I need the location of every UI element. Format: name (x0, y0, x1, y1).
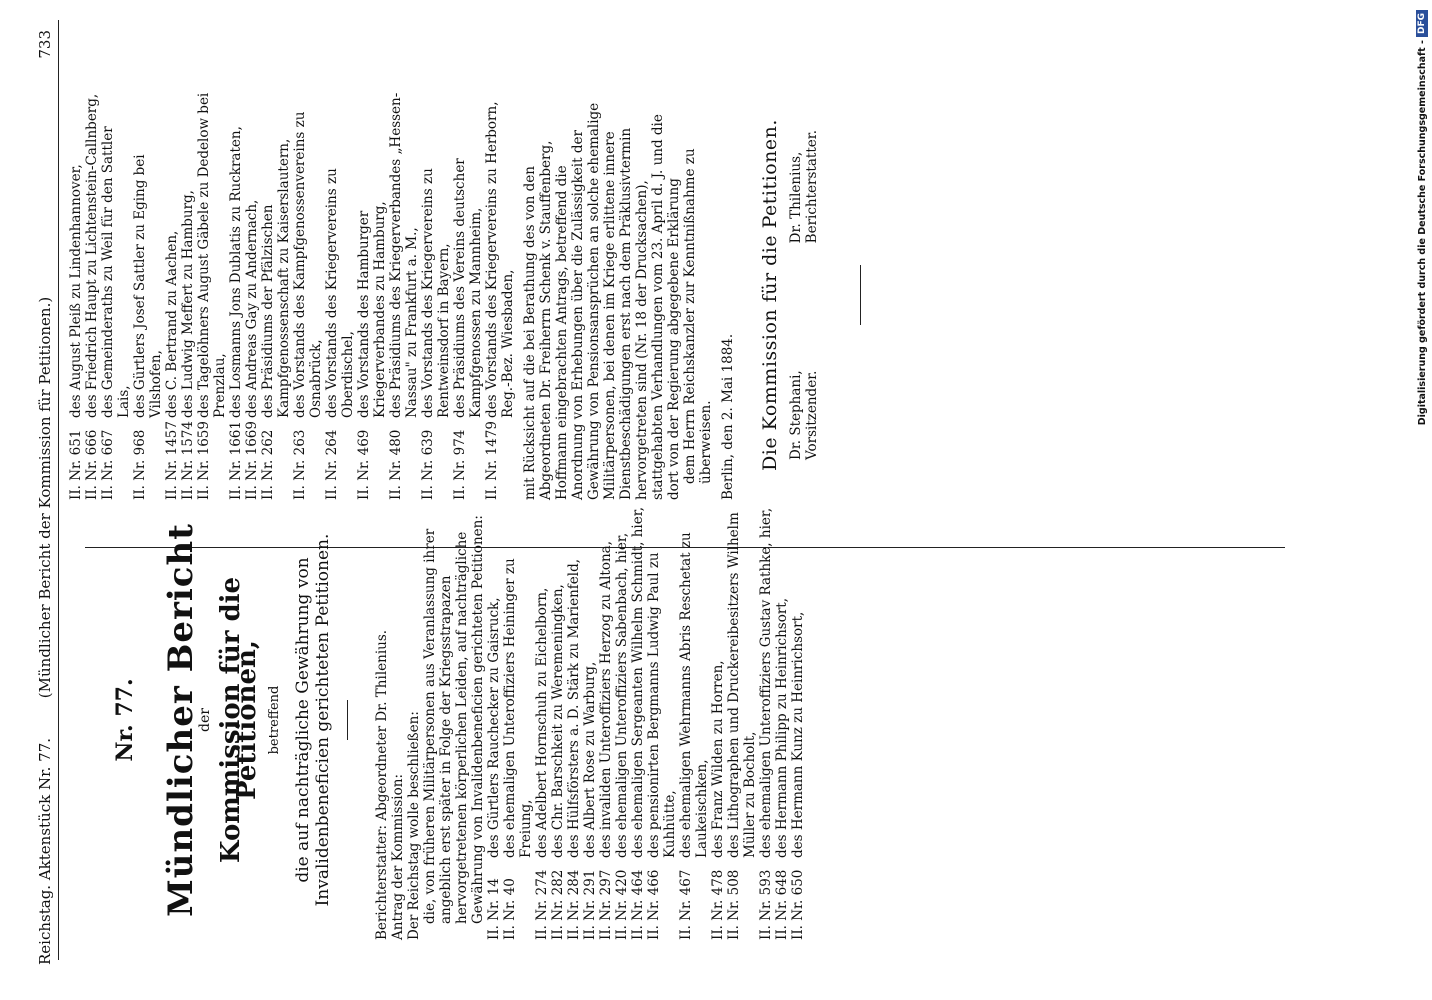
petition-number: II. Nr. 284 (566, 869, 582, 940)
petition-text: des Vorstands des Hamburger Kriegerverbandes zu Hamburg, (356, 201, 388, 418)
petition-entry (420, 90, 452, 500)
petition-number: II. Nr. 1457 (164, 421, 180, 500)
end-rule (860, 265, 861, 325)
header-rule (58, 20, 59, 960)
petition-number: II. Nr. 648 (774, 869, 790, 940)
petition-number: II. Nr. 467 (678, 869, 694, 940)
petition-number: II. Nr. 667 (100, 429, 116, 500)
petition-entry (534, 500, 550, 940)
petition-text: des ehemaligen Unteroffiziers Gustav Rathke, hier, (758, 507, 774, 858)
petition-text: des Losmanns Jons Dublatis zu Ruckraten, (228, 126, 244, 418)
running-header (36, 30, 58, 965)
petition-text: des Gürtlers Josef Sattler zu Eging bei Vilshofen, (132, 154, 164, 418)
petition-text: des Adelbert Hornschuh zu Eichelborn, (534, 587, 550, 858)
petition-text: des Vorstands des Kriegervereins zu Oberdischel, (324, 168, 356, 418)
petition-number: II. Nr. 14 (486, 878, 502, 940)
petition-text: des Andreas Gay zu Andernach, (244, 199, 260, 418)
petition-text: des pensionirten Bergmanns Ludwig Paul zu Kuhhütte, (646, 552, 678, 858)
petition-entry (630, 500, 646, 940)
petition-entry (68, 90, 84, 500)
petition-number: II. Nr. 466 (646, 869, 662, 940)
reichstag-line: Der Reichstag wolle beschließen: (406, 711, 422, 940)
separator-rule (347, 700, 348, 740)
petition-entry (100, 90, 132, 500)
petition-entry (582, 500, 598, 940)
petition-text: des Hermann Philipp zu Heinrichsort, (774, 597, 790, 858)
reporter-name: Dr. Thilenius, (788, 151, 804, 244)
petition-text: des Präsidiums der Pfälzischen Kampfgenossenschaft zu Kaiserslautern, (260, 138, 292, 418)
document-number: Nr. 77. (112, 678, 138, 762)
petition-number: II. Nr. 1479 (484, 421, 500, 500)
petition-number: II. Nr. 651 (68, 429, 84, 500)
reporter-role: Berichterstatter. (804, 130, 820, 244)
petition-number: II. Nr. 262 (260, 429, 276, 500)
berichterstatter-line: Berichterstatter: Abgeordneter Dr. Thilenius. (374, 629, 390, 940)
closing-resolution: dem Herrn Reichskanzler zur Kenntnißnahme zu überweisen. (682, 148, 714, 484)
petition-text: des invaliden Unteroffiziers Herzog zu Altona, (598, 541, 614, 858)
closing-paragraph: mit Rücksicht auf die bei Berathung des von den Abgeordneten Dr. Freiherrn Schenk v. Stauffenberg, Hoffmann eingebrachten Antrags, betreffend die Anordnung von Erhebungen über die Zulässigkeit der Gewährung von Pensionsansprüchen an solche ehemalige Militärpersonen, bei denen im Kriege erlittene innere Dienstbeschädigungen erst nach dem Präklusivtermin hervorgetreten sind (Nr. 18 der Drucksachen), stattgehabten Verhandlungen vom 23. April d. J. und die dort von der Regierung abgegebene Erklärung (522, 102, 682, 500)
petition-entry (180, 90, 196, 500)
petition-entry (502, 500, 534, 940)
petition-number: II. Nr. 264 (324, 429, 340, 500)
antrag-line: Antrag der Kommission: (390, 774, 406, 940)
petition-number: II. Nr. 968 (132, 429, 148, 500)
petition-text: des Hülfsförsters a. D. Stärk zu Marienfeld, (566, 558, 582, 858)
header-center: (Mündlicher Bericht der Kommission für Petitionen.) (36, 296, 54, 699)
petition-number: II. Nr. 464 (630, 869, 646, 940)
signature-block (788, 90, 820, 500)
report-subject: die auf nachträgliche Gewährung von Invalidenbeneficien gerichteten Petitionen. (293, 533, 333, 907)
petition-number: II. Nr. 40 (502, 878, 518, 940)
petition-entry (356, 90, 388, 500)
petition-entry (196, 90, 228, 500)
petition-number: II. Nr. 639 (420, 429, 436, 500)
petition-entry (452, 90, 484, 500)
chairman-role: Vorsitzender. (804, 370, 820, 460)
petition-text: des August Pleiß zu Lindenhannover, (68, 164, 84, 418)
petition-text: des Vorstands des Kampfgenossenvereins zu Osnabrück, (292, 111, 324, 418)
petition-text: des Tagelöhners August Gäbele zu Dedelow bei Prenzlau, (196, 92, 228, 418)
petition-number: II. Nr. 593 (758, 869, 774, 940)
petition-entry (228, 90, 244, 500)
betreffend-label: betreffend (267, 685, 282, 755)
petition-text: des Friedrich Haupt zu Lichtenstein-Callnberg, (84, 93, 100, 418)
page-number: 733 (36, 30, 54, 59)
petition-number: II. Nr. 974 (452, 429, 468, 500)
petition-entry (758, 500, 774, 940)
petition-text: des Franz Wilden zu Horren, (710, 660, 726, 858)
side-credit (1412, 10, 1432, 570)
title-der: der (197, 708, 213, 732)
petition-entry (646, 500, 678, 940)
petition-text: des Präsidiums des Kriegerverbandes „Hessen-Nassau" zu Frankfurt a. M., (388, 92, 420, 418)
petition-text: des ehemaligen Unteroffiziers Heininger zu Freiung, (502, 558, 534, 858)
chairman-name: Dr. Stephani, (788, 370, 804, 460)
petition-entry (484, 90, 516, 500)
right-petition-list (68, 90, 516, 500)
petition-number: II. Nr. 1661 (228, 421, 244, 500)
left-column (105, 500, 806, 940)
signature-right (788, 130, 820, 243)
dfg-logo: DFG (1416, 10, 1428, 37)
petition-number: II. Nr. 420 (614, 869, 630, 940)
petition-text: des ehemaligen Wehrmanns Abris Reschetat zu Laukeischken, (678, 532, 710, 858)
petition-entry (260, 90, 292, 500)
signature-left (788, 370, 820, 460)
petition-text: des Vorstands des Kriegervereins zu Rentweinsdorf in Bayern, (420, 168, 452, 418)
petition-entry (486, 500, 502, 940)
petition-text: des Gürtlers Rauchecker zu Gaisruck, (486, 597, 502, 858)
dfg-credit-text: Digitalisierung gefördert durch die Deutsche Forschungsgemeinschaft - (1416, 40, 1428, 426)
petition-entry (790, 500, 806, 940)
petition-text: des Lithographen und Druckereibesitzers Wilhelm Müller zu Bocholt, (726, 512, 758, 858)
petition-entry (292, 90, 324, 500)
petition-number: II. Nr. 508 (726, 869, 742, 940)
petition-entry (774, 500, 790, 940)
petition-entry (614, 500, 630, 940)
petition-number: II. Nr. 1659 (196, 421, 212, 500)
petition-entry (84, 90, 100, 500)
petition-number: II. Nr. 666 (84, 429, 100, 500)
commission-signature-title: Die Kommission für die Petitionen. (759, 119, 781, 471)
petition-number: II. Nr. 469 (356, 429, 372, 500)
petition-entry (550, 500, 566, 940)
petition-entry (566, 500, 582, 940)
right-column (68, 90, 891, 500)
petition-entry (244, 90, 260, 500)
petition-text: des Ludwig Meffert zu Hamburg, (180, 190, 196, 418)
petition-number: II. Nr. 478 (710, 869, 726, 940)
petition-entry (710, 500, 726, 940)
petition-text: des C. Bertrand zu Aachen, (164, 230, 180, 418)
petition-text: des ehemaligen Unteroffiziers Sabenbach, hier, (614, 532, 630, 858)
petition-number: II. Nr. 263 (292, 429, 308, 500)
report-title: Mündlicher Bericht (161, 523, 201, 917)
petition-number: II. Nr. 1574 (180, 421, 196, 500)
intro-paragraph: die, von früheren Militärpersonen aus Veranlassung ihrer angeblich erst später in Folge der Kriegsstrapazen hervorgetretenen körperlichen Leiden, auf nachträgliche Gewährung von Invalidenbeneficien gerichteten Petitionen: (422, 515, 486, 924)
petition-entry (678, 500, 710, 940)
petition-number: II. Nr. 297 (598, 869, 614, 940)
petition-text: des Albert Rose zu Warburg, (582, 661, 598, 858)
petition-text: des Vorstands des Kriegervereins zu Herborn, Reg.-Bez. Wiesbaden, (484, 101, 516, 418)
petition-entry (726, 500, 758, 940)
petition-text: des Gemeinderaths zu Weil für den Sattler Lais, (100, 126, 132, 418)
petition-number: II. Nr. 480 (388, 429, 404, 500)
petition-entry (164, 90, 180, 500)
petition-number: II. Nr. 274 (534, 869, 550, 940)
commission-title: Kommission für die Petitionen, (216, 576, 262, 864)
header-left: Reichstag. Aktenstück Nr. 77. (36, 737, 54, 965)
petition-entry (598, 500, 614, 940)
date-line: Berlin, den 2. Mai 1884. (720, 333, 736, 500)
petition-entry (132, 90, 164, 500)
petition-text: des ehemaligen Sergeanten Wilhelm Schmidt, hier, (630, 507, 646, 858)
petition-number: II. Nr. 650 (790, 869, 806, 940)
petition-text: des Präsidiums des Vereins deutscher Kampfgenossen zu Mannheim, (452, 158, 484, 418)
petition-entry (388, 90, 420, 500)
left-petition-list (486, 500, 806, 940)
petition-entry (324, 90, 356, 500)
petition-number: II. Nr. 291 (582, 869, 598, 940)
petition-number: II. Nr. 282 (550, 869, 566, 940)
petition-text: des Chr. Barschkeit zu Weremeningken, (550, 584, 566, 858)
petition-number: II. Nr. 1669 (244, 421, 260, 500)
petition-text: des Hermann Kunz zu Heinrichsort, (790, 611, 806, 858)
